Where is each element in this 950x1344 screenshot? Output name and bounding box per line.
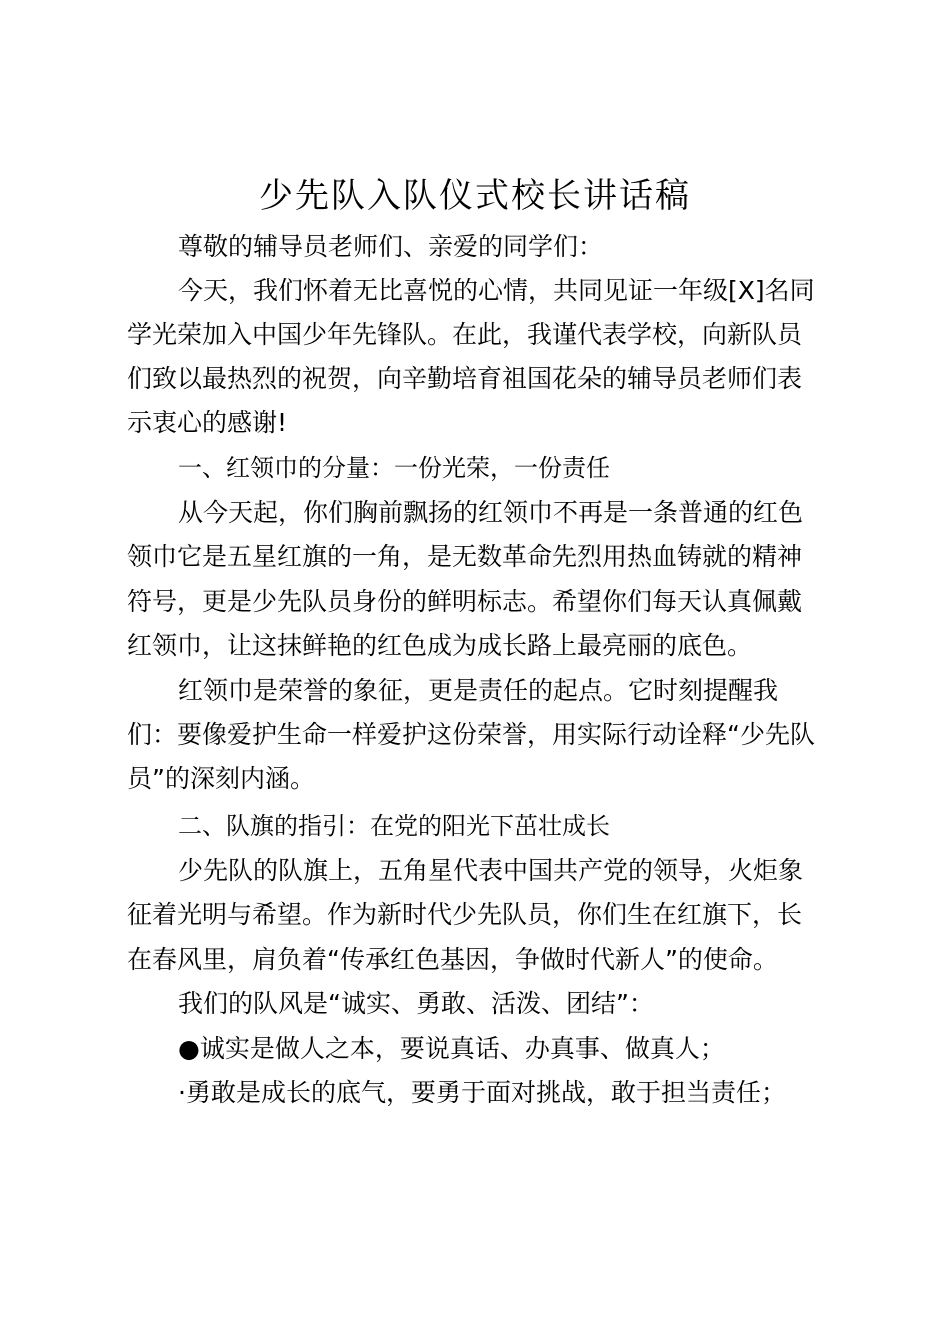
- section-heading-1: 一、红领巾的分量：一份光荣，一份责任: [178, 454, 610, 482]
- paragraph-line: 少先队的队旗上，五角星代表中国共产党的领导，火炬象: [178, 856, 804, 885]
- paragraph-line: 符号，更是少先队员身份的鲜明标志。希望你们每天认真佩戴: [127, 587, 803, 616]
- paragraph-line: 我们的队风是“诚实、勇敢、活泼、团结”：: [178, 989, 654, 1018]
- paragraph-line: 征着光明与希望。作为新时代少先队员，你们生在红旗下，长: [127, 900, 803, 929]
- salutation: 尊敬的辅导员老师们、亲爱的同学们：: [178, 232, 604, 261]
- section-heading-2: 二、队旗的指引：在党的阳光下茁壮成长: [178, 812, 610, 840]
- list-item: ●诚实是做人之本，要说真话、办真事、做真人；: [178, 1034, 725, 1063]
- paragraph-line: 红领巾是荣誉的象征，更是责任的起点。它时刻提醒我: [178, 676, 779, 705]
- paragraph-line: 们：要像爱护生命一样爱护这份荣誉，用实际行动诠释“少先队: [127, 720, 815, 749]
- paragraph-line: 领巾它是五星红旗的一角，是无数革命先烈用热血铸就的精神: [127, 542, 803, 571]
- paragraph-line: 在春风里，肩负着“传承红色基因，争做时代新人”的使命。: [127, 945, 778, 974]
- paragraph-line: 员”的深刻内涵。: [127, 764, 315, 793]
- paragraph-line: 示衷心的感谢!: [127, 408, 288, 437]
- paragraph-line: 学光荣加入中国少年先锋队。在此，我谨代表学校，向新队员: [127, 320, 803, 349]
- list-item: ·勇敢是成长的底气，要勇于面对挑战，敢于担当责任；: [178, 1078, 786, 1107]
- paragraph-line: 们致以最热烈的祝贺，向辛勤培育祖国花朵的辅导员老师们表: [127, 364, 803, 393]
- paragraph-line: 红领巾，让这抹鲜艳的红色成为成长路上最亮丽的底色。: [127, 631, 753, 660]
- document-title: 少先队入队仪式校长讲话稿: [259, 176, 691, 216]
- paragraph-line: 今天，我们怀着无比喜悦的心情，共同见证一年级[X]名同: [178, 276, 815, 305]
- paragraph-line: 从今天起，你们胸前飘扬的红领巾不再是一条普通的红色: [178, 498, 804, 527]
